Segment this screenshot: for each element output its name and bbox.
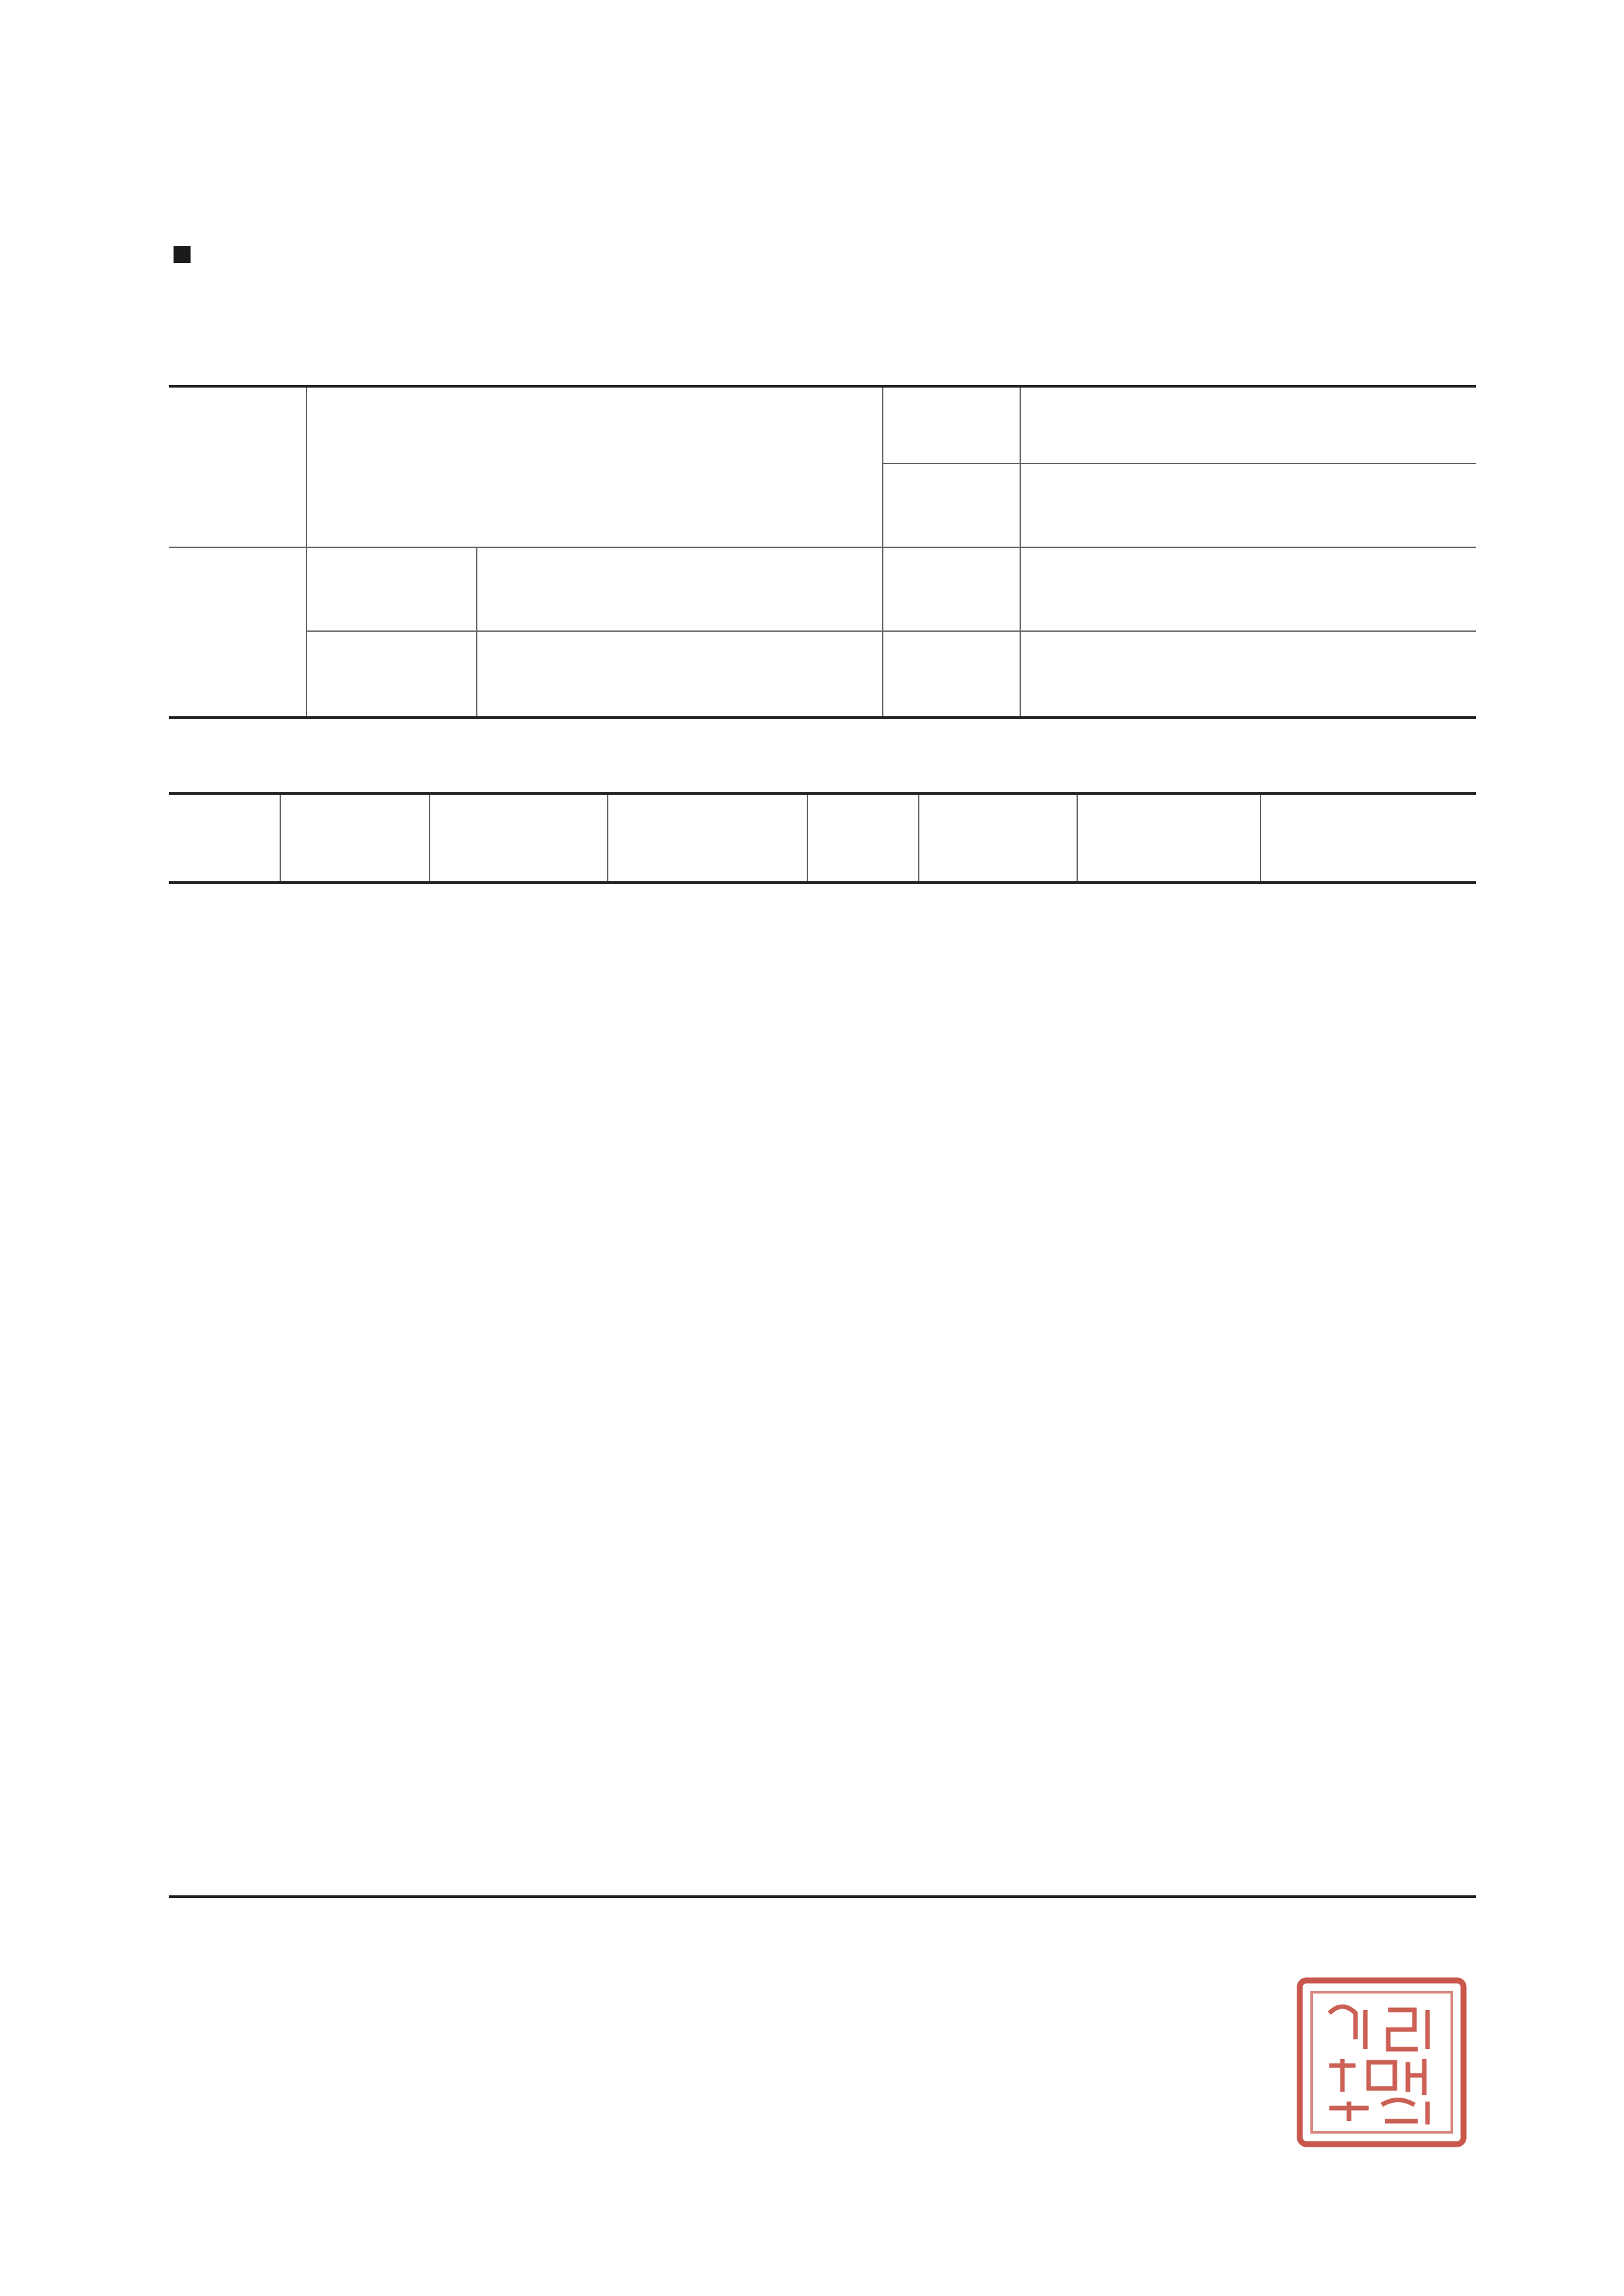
name-label (306, 547, 477, 631)
header-check-2 (1261, 793, 1476, 883)
days-value (1020, 464, 1476, 547)
header-no-2 (807, 793, 919, 883)
school-value (306, 386, 883, 547)
gender-label (883, 547, 1020, 631)
manager-label (169, 547, 306, 718)
header-name (280, 793, 430, 883)
gender-value (1020, 547, 1476, 631)
participant-table (169, 792, 1476, 884)
sport-value (1020, 386, 1476, 464)
square-bullet-icon (174, 246, 191, 263)
year-value-cell (1020, 631, 1476, 718)
name-value (477, 547, 883, 631)
form-tag (174, 241, 194, 268)
contact-value (477, 631, 883, 718)
days-label (883, 464, 1020, 547)
divider (169, 1895, 1476, 1898)
official-seal-stamp (1293, 1974, 1470, 2151)
info-table (169, 385, 1476, 719)
year-label (883, 631, 1020, 718)
sport-label (883, 386, 1020, 464)
table-header-row (169, 793, 1476, 883)
header-days (430, 793, 608, 883)
header-days-2 (1077, 793, 1261, 883)
contact-label (306, 631, 477, 718)
header-no (169, 793, 280, 883)
header-check (608, 793, 807, 883)
school-label (169, 386, 306, 547)
header-name-2 (919, 793, 1077, 883)
